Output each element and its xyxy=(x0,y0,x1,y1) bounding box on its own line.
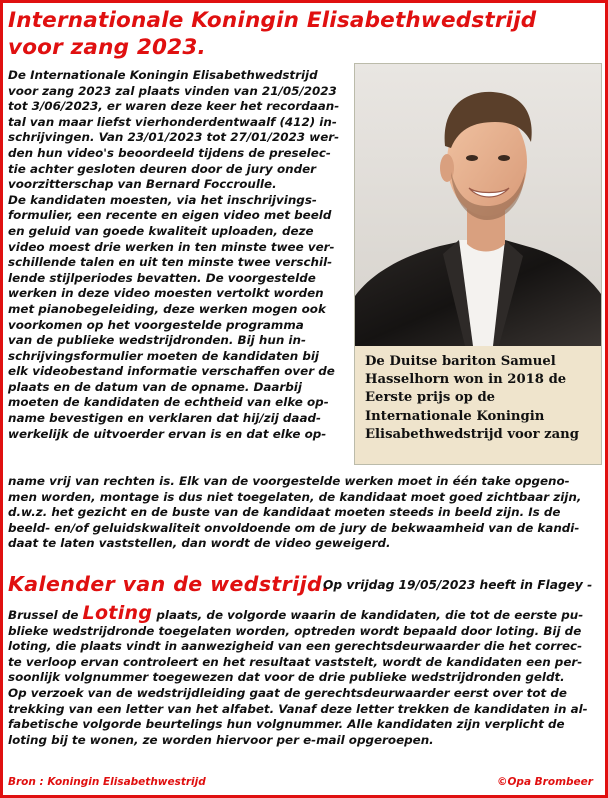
calendar-text-start: Brussel de xyxy=(8,608,83,622)
author-credit: ©Opa Brombeer xyxy=(497,776,593,788)
section-intro: Op vrijdag 19/05/2023 heeft in Flagey - xyxy=(323,578,593,592)
intro-paragraph: De Internationale Koningin Elisabethwedstrijd voor zang 2023 zal plaats vinden van 21/05/2023 tot 3/06/2023, er waren deze keer het recordaan- tal van maar liefst vierhonderdentwaalf (412) in- schrijvingen. Van 23/01/2023 tot 27/01/2023 wer- den hun video's beoordeeld tijdens de preselec- tie achter gesloten deuren door de jury onder voorzitterschap van Bernard Foccroulle. De kandidaten moesten, via het inschrijvings- formulier, een recente en eigen video met beeld en geluid van goede kwaliteit uploaden, deze video moest drie werken in ten minste twee ver- schillende talen en uit ten minste twee verschil- lende stijlperiodes bevatten. De voorgestelde werken in deze video moesten vertolkt worden met pianobegeleiding, deze werken mogen ook voorkomen op het voorgestelde programma van de publieke wedstrijdronden. Bij hun in- schrijvingsformulier moeten de kandidaten bij elk videobestand informatie verschaffen over de plaats en de datum van de opname. Daarbij moeten de kandidaten de echtheid van elke op- name bevestigen en verklaren dat hij/zij daad- werkelijk de uitvoerder ervan is en dat elke op- xyxy=(8,68,340,441)
body-paragraph-continued: name vrij van rechten is. Elk van de voorgestelde werken moet in één take opgeno- men worden, montage is dus niet toegelaten, de kandidaat moet goed zichtbaar zijn, d.w.z. het gezicht en de buste van de kandidaat moeten steeds in beeld zijn. Is de beeld- en/of geluidskwaliteit onvoldoende om de jury de bekwaamheid van de kandi- daat te laten vaststellen, dan wordt de video geweigerd. xyxy=(8,474,582,551)
page-title: Internationale Koningin Elisabethwedstrijd voor zang 2023. xyxy=(8,8,537,60)
calendar-text-rest: plaats, de volgorde waarin de kandidaten, die tot de eerste pu- blieke wedstrijdronde toegelaten worden, optreden wordt bepaald door loting. Bij de loting, die plaats vindt in aanwezigheid van een gerechtsdeurwaarder die het correc- te verloop ervan controleert en het resultaat vaststelt, wordt de kandidaten een per- soonlijk volgnummer toegewezen dat voor de drie publieke wedstrijdronden geldt. Op verzoek van de wedstrijdleiding gaat de gerechtsdeurwaarder eerst over tot de trekking van een letter van het alfabet. Vanaf deze letter trekken de kandidaten in al- fabetische volgorde beurtelings hun volgnummer. Alle kandidaten zijn verplicht de loting bij te wonen, ze worden hiervoor per e-mail opgeroepen. xyxy=(8,608,588,747)
portrait-photo xyxy=(354,63,602,465)
calendar-paragraph xyxy=(8,602,600,748)
section-heading-row xyxy=(8,569,600,599)
section-heading: Kalender van de wedstrijd. xyxy=(8,572,331,596)
source-credit: Bron : Koningin Elisabethwestrijd xyxy=(8,776,206,788)
photo-caption: De Duitse bariton Samuel Hasselhorn won in 2018 de Eerste prijs op de Internationale Koningin Elisabethwedstrijd voor zang xyxy=(365,354,579,442)
loting-highlight: Loting xyxy=(82,602,153,624)
